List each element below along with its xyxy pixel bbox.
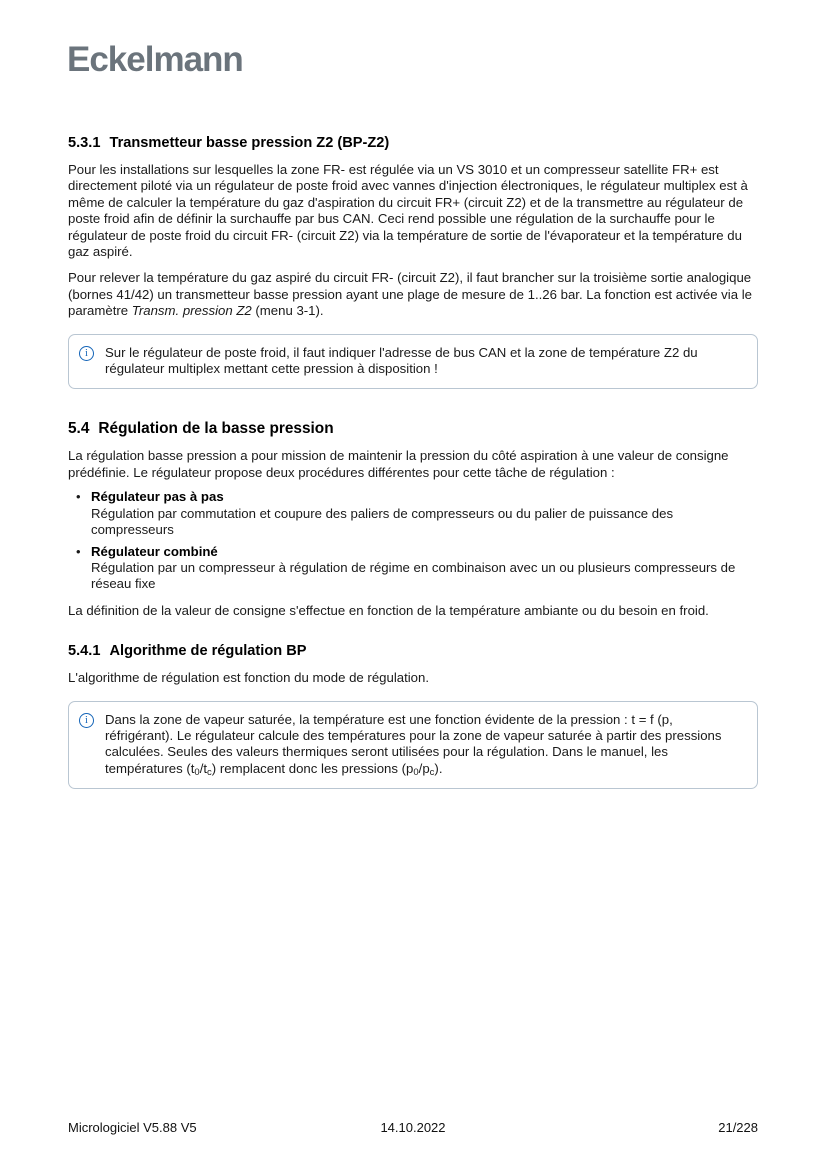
paragraph-algorithme: L'algorithme de régulation est fonction du mode de régulation. (68, 670, 430, 686)
heading-number: 5.4.1 (68, 643, 101, 660)
list-item (68, 489, 758, 538)
bullet-description: Régulation par un compresseur à régulation de régime en combinaison avec un ou plusieurs compresseurs de réseau fixe (91, 559, 736, 592)
heading-5-4-1 (68, 642, 758, 660)
heading-5-4 (68, 419, 758, 438)
footer-version: Micrologiciel V5.88 V5 (68, 1120, 197, 1135)
footer-date: 14.10.2022 (380, 1120, 446, 1135)
bullet-title: • Régulateur pas à pas (91, 489, 224, 505)
info-icon: i (79, 713, 94, 728)
info-text-segment: ). (434, 760, 443, 776)
paragraph-transmetteur-1: Pour les installations sur lesquelles la zone FR- est régulée via un VS 3010 et un compresseur satellite FR+ est directement piloté via un régulateur de poste froid avec vannes d'injection électroniques, le régulateur multiplex est à même de calculer la température du gaz d'aspiration du circuit FR+ (circuit Z2) et de la transmettre au régulateur de poste froid afin de définir la surchauffe par bus CAN. Ceci rend possible une régulation de la surchauffe pour le régulateur de poste froid du circuit FR- (circuit Z2) via la température de sortie de l'évaporateur et la température du gaz aspiré. (68, 162, 748, 260)
info-box-text: Sur le régulateur de poste froid, il faut indiquer l'adresse de bus CAN et la zone de température Z2 du régulateur multiplex mettant cette pression à disposition ! (105, 344, 698, 377)
info-text-segment: ) remplacent donc les pressions (p (211, 760, 414, 776)
page-footer (68, 1120, 758, 1135)
parameter-name-italic: Transm. pression Z2 (131, 303, 252, 319)
subscript: 0 (194, 766, 200, 778)
heading-number: 5.4 (68, 420, 90, 438)
heading-5-3-1 (68, 134, 758, 152)
heading-title: Régulation de la basse pression (98, 420, 334, 438)
paragraph-regulation-intro: La régulation basse pression a pour mission de maintenir la pression du côté aspiration à une valeur de consigne prédéfinie. Le régulateur propose deux procédures différentes pour cette tâche de régulation : (68, 448, 729, 480)
paragraph-text: Pour relever la température du gaz aspiré du circuit FR- (circuit Z2), il faut brancher sur la troisième sortie analogique (bornes 41/42) un transmetteur basse pression ayant une plage de mesure de 1..26 bar. La fonction est activée via le paramètre (68, 270, 752, 319)
paragraph-text: (menu 3-1). (251, 303, 324, 319)
subscript: c (429, 766, 435, 778)
paragraph-transmetteur-2 (68, 270, 758, 319)
info-text-segment: /t (199, 760, 208, 776)
paragraph-regulation-outro: La définition de la valeur de consigne s'effectue en fonction de la température ambiante ou du besoin en froid. (68, 602, 709, 618)
bullet-title: • Régulateur combiné (91, 543, 218, 559)
heading-title: Algorithme de régulation BP (109, 643, 307, 660)
bullet-description: Régulation par commutation et coupure des paliers de compresseurs ou du palier de puissance des compresseurs (91, 505, 674, 538)
info-text-segment: /p (418, 760, 430, 776)
subscript: c (207, 766, 212, 778)
list-item (68, 544, 758, 593)
info-box-text (105, 712, 727, 778)
heading-title: Transmetteur basse pression Z2 (BP-Z2) (109, 135, 390, 151)
info-box-can-bus (68, 334, 758, 390)
page-content (68, 134, 758, 789)
eckelmann-logo: Eckelmann (67, 40, 243, 79)
regulator-types-list (68, 489, 758, 592)
info-box-vapeur-saturee (68, 701, 758, 790)
footer-page-number: 21/228 (718, 1120, 758, 1135)
heading-number: 5.3.1 (68, 135, 101, 151)
info-icon: i (79, 346, 94, 361)
info-text-segment: Dans la zone de vapeur saturée, la température est une fonction évidente de la pression : t = f (p, réfrigérant). Le régulateur calcule des températures pour la zone de vapeur saturée à partir des pressions calculées. Seules des valeurs thermiques seront utilisées pour la régulation. Dans le manuel, les températures (t (105, 711, 722, 776)
subscript: 0 (413, 766, 419, 778)
